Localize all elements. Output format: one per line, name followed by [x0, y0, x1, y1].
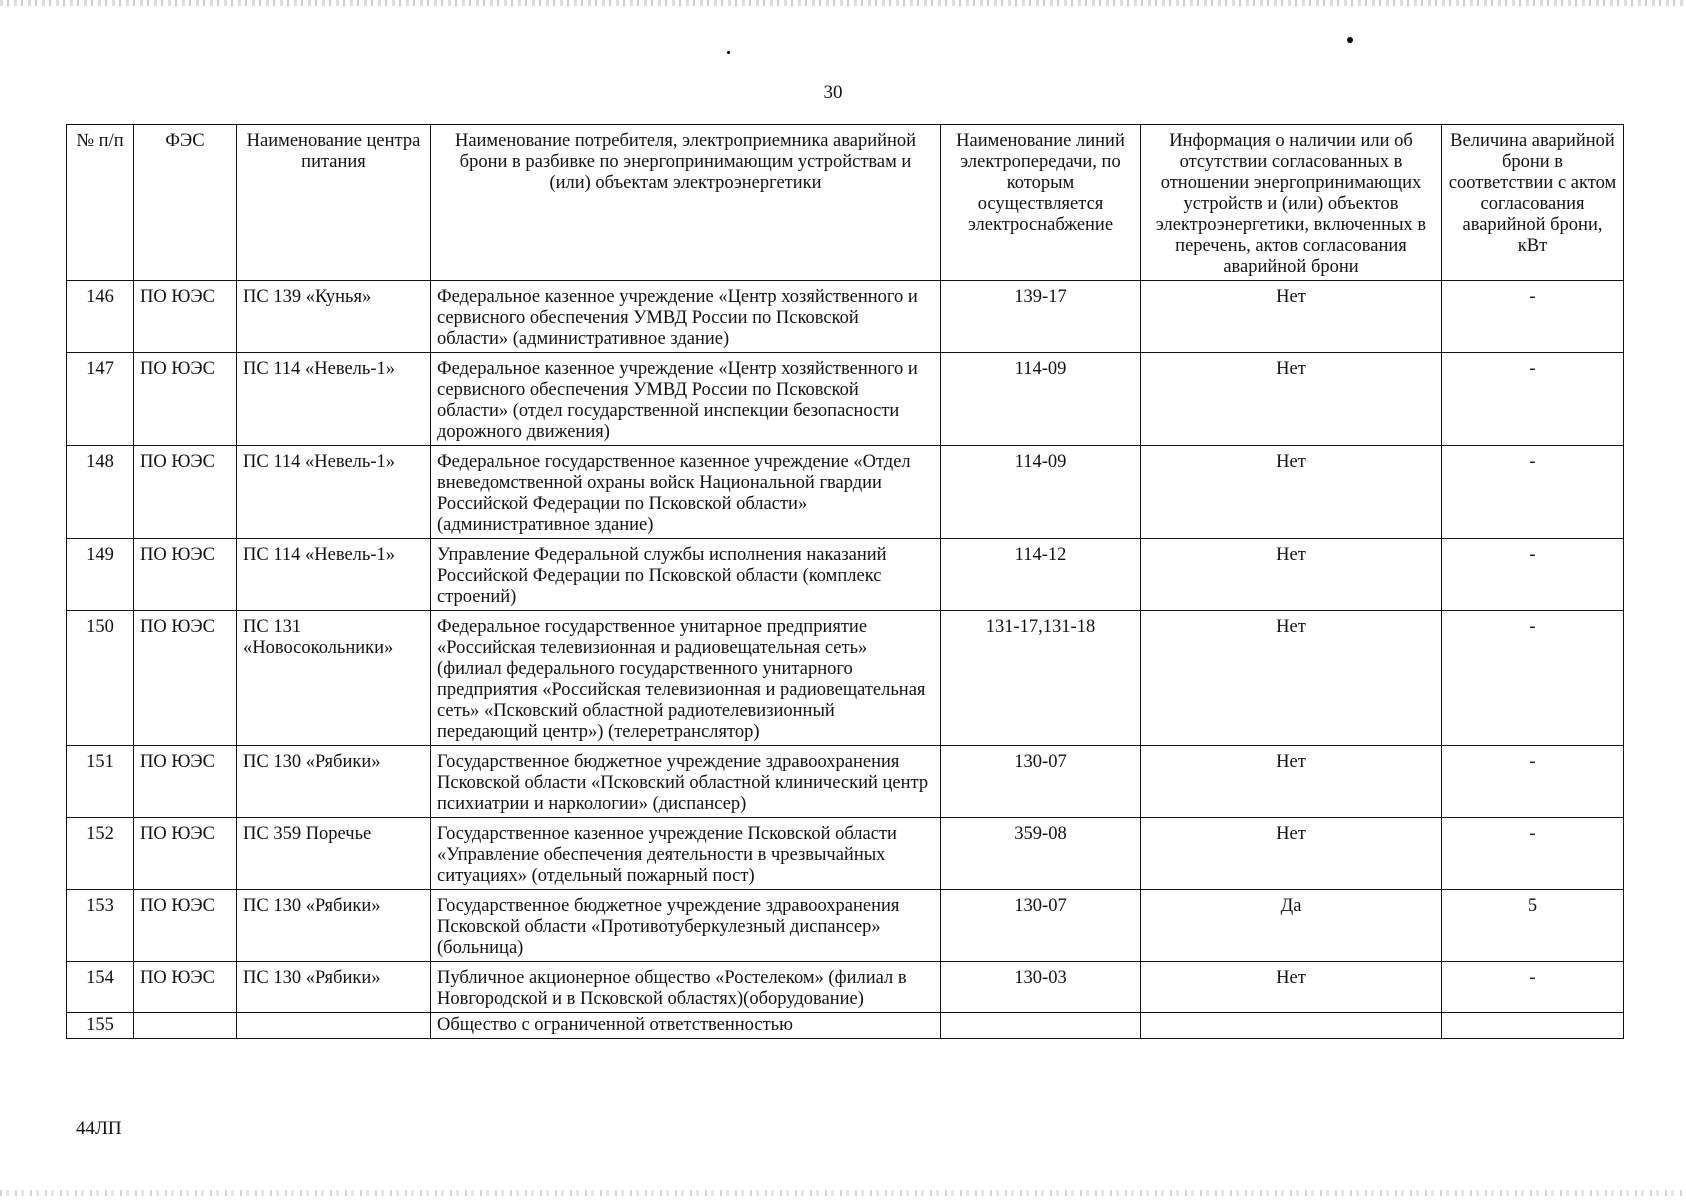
row-number: 147 — [67, 353, 134, 446]
header-num: № п/п — [67, 125, 134, 281]
table-row — [67, 818, 1624, 890]
row-agreement: Нет — [1141, 281, 1442, 353]
row-fes: ПО ЮЭС — [134, 890, 237, 962]
row-consumer: Общество с ограниченной ответственностью — [431, 1013, 941, 1039]
row-reserve-value: - — [1442, 746, 1624, 818]
row-reserve-value: - — [1442, 446, 1624, 539]
table-row — [67, 353, 1624, 446]
row-fes: ПО ЮЭС — [134, 611, 237, 746]
row-agreement: Нет — [1141, 539, 1442, 611]
scan-speck — [727, 51, 730, 54]
table-header-row — [67, 125, 1624, 281]
row-agreement: Нет — [1141, 446, 1442, 539]
row-power-line — [941, 1013, 1141, 1039]
row-reserve-value: - — [1442, 353, 1624, 446]
row-number: 146 — [67, 281, 134, 353]
row-power-center — [237, 1013, 431, 1039]
emergency-reserve-table — [66, 124, 1624, 1039]
header-power-center: Наименование центра питания — [237, 125, 431, 281]
row-power-center: ПС 359 Поречье — [237, 818, 431, 890]
row-fes: ПО ЮЭС — [134, 353, 237, 446]
row-power-line: 114-09 — [941, 353, 1141, 446]
row-number: 154 — [67, 962, 134, 1013]
row-agreement: Нет — [1141, 611, 1442, 746]
footer-code: 44ЛП — [76, 1118, 122, 1139]
table-row — [67, 539, 1624, 611]
row-agreement: Нет — [1141, 353, 1442, 446]
row-number: 150 — [67, 611, 134, 746]
table-row — [67, 890, 1624, 962]
row-consumer: Государственное казенное учреждение Псковской области «Управление обеспечения деятельности в чрезвычайных ситуациях» (отдельный пожарный пост) — [431, 818, 941, 890]
row-power-line: 114-09 — [941, 446, 1141, 539]
table-row — [67, 281, 1624, 353]
header-reserve-value: Величина аварийной брони в соответствии с актом согласования аварийной брони, кВт — [1442, 125, 1624, 281]
row-number: 148 — [67, 446, 134, 539]
row-number: 152 — [67, 818, 134, 890]
row-reserve-value: - — [1442, 818, 1624, 890]
row-fes — [134, 1013, 237, 1039]
row-reserve-value: - — [1442, 962, 1624, 1013]
scan-edge-bottom — [0, 1190, 1686, 1196]
row-power-line: 114-12 — [941, 539, 1141, 611]
header-agreement-info: Информация о наличии или об отсутствии согласованных в отношении энергопринимающих устройств и (или) объектов электроэнергетики, включенных в перечень, актов согласования аварийной брони — [1141, 125, 1442, 281]
row-power-center: ПС 139 «Кунья» — [237, 281, 431, 353]
row-number: 149 — [67, 539, 134, 611]
row-consumer: Федеральное государственное унитарное предприятие «Российская телевизионная и радиовещательная сеть» (филиал федерального государственного унитарного предприятия «Российская телевизионная и радиовещательная сеть» «Псковский областной радиотелевизионный передающий центр») (телеретранслятор) — [431, 611, 941, 746]
row-power-line: 130-07 — [941, 746, 1141, 818]
row-power-center: ПС 130 «Рябики» — [237, 746, 431, 818]
header-fes: ФЭС — [134, 125, 237, 281]
row-power-center: ПС 114 «Невель-1» — [237, 353, 431, 446]
row-consumer: Федеральное казенное учреждение «Центр хозяйственного и сервисного обеспечения УМВД России по Псковской области» (отдел государственной инспекции безопасности дорожного движения) — [431, 353, 941, 446]
page-number: 30 — [823, 82, 843, 103]
row-number: 151 — [67, 746, 134, 818]
row-consumer: Государственное бюджетное учреждение здравоохранения Псковской области «Противотуберкулезный диспансер» (больница) — [431, 890, 941, 962]
row-reserve-value: - — [1442, 539, 1624, 611]
row-power-line: 131-17,131-18 — [941, 611, 1141, 746]
row-reserve-value — [1442, 1013, 1624, 1039]
table-row — [67, 446, 1624, 539]
header-power-line: Наименование линий электропередачи, по которым осуществляется электроснабжение — [941, 125, 1141, 281]
row-reserve-value: 5 — [1442, 890, 1624, 962]
header-consumer: Наименование потребителя, электроприемника аварийной брони в разбивке по энергопринимающим устройствам и (или) объектам электроэнергетики — [431, 125, 941, 281]
table-row — [67, 746, 1624, 818]
row-power-line: 130-03 — [941, 962, 1141, 1013]
row-agreement: Нет — [1141, 746, 1442, 818]
row-number: 153 — [67, 890, 134, 962]
table-row — [67, 962, 1624, 1013]
row-power-line: 139-17 — [941, 281, 1141, 353]
table-row — [67, 611, 1624, 746]
row-power-center: ПС 114 «Невель-1» — [237, 539, 431, 611]
row-agreement: Нет — [1141, 818, 1442, 890]
row-fes: ПО ЮЭС — [134, 746, 237, 818]
row-reserve-value: - — [1442, 281, 1624, 353]
table-row — [67, 1013, 1624, 1039]
row-consumer: Федеральное государственное казенное учреждение «Отдел вневедомственной охраны войск Национальной гвардии Российской Федерации по Псковской области» (административное здание) — [431, 446, 941, 539]
row-consumer: Публичное акционерное общество «Ростелеком» (филиал в Новгородской и в Псковской областях)(оборудование) — [431, 962, 941, 1013]
row-power-line: 130-07 — [941, 890, 1141, 962]
row-fes: ПО ЮЭС — [134, 962, 237, 1013]
scan-edge-top — [0, 0, 1686, 6]
scan-speck — [1347, 37, 1353, 43]
row-consumer: Федеральное казенное учреждение «Центр хозяйственного и сервисного обеспечения УМВД России по Псковской области» (административное здание) — [431, 281, 941, 353]
row-consumer: Государственное бюджетное учреждение здравоохранения Псковской области «Псковский областной клинический центр психиатрии и наркологии» (диспансер) — [431, 746, 941, 818]
row-power-center: ПС 114 «Невель-1» — [237, 446, 431, 539]
row-power-center: ПС 130 «Рябики» — [237, 890, 431, 962]
row-fes: ПО ЮЭС — [134, 281, 237, 353]
row-consumer: Управление Федеральной службы исполнения наказаний Российской Федерации по Псковской области (комплекс строений) — [431, 539, 941, 611]
row-power-center: ПС 131 «Новосокольники» — [237, 611, 431, 746]
row-fes: ПО ЮЭС — [134, 539, 237, 611]
row-number: 155 — [67, 1013, 134, 1039]
row-fes: ПО ЮЭС — [134, 446, 237, 539]
row-agreement: Нет — [1141, 962, 1442, 1013]
row-fes: ПО ЮЭС — [134, 818, 237, 890]
row-agreement: Да — [1141, 890, 1442, 962]
row-reserve-value: - — [1442, 611, 1624, 746]
row-agreement — [1141, 1013, 1442, 1039]
row-power-center: ПС 130 «Рябики» — [237, 962, 431, 1013]
row-power-line: 359-08 — [941, 818, 1141, 890]
